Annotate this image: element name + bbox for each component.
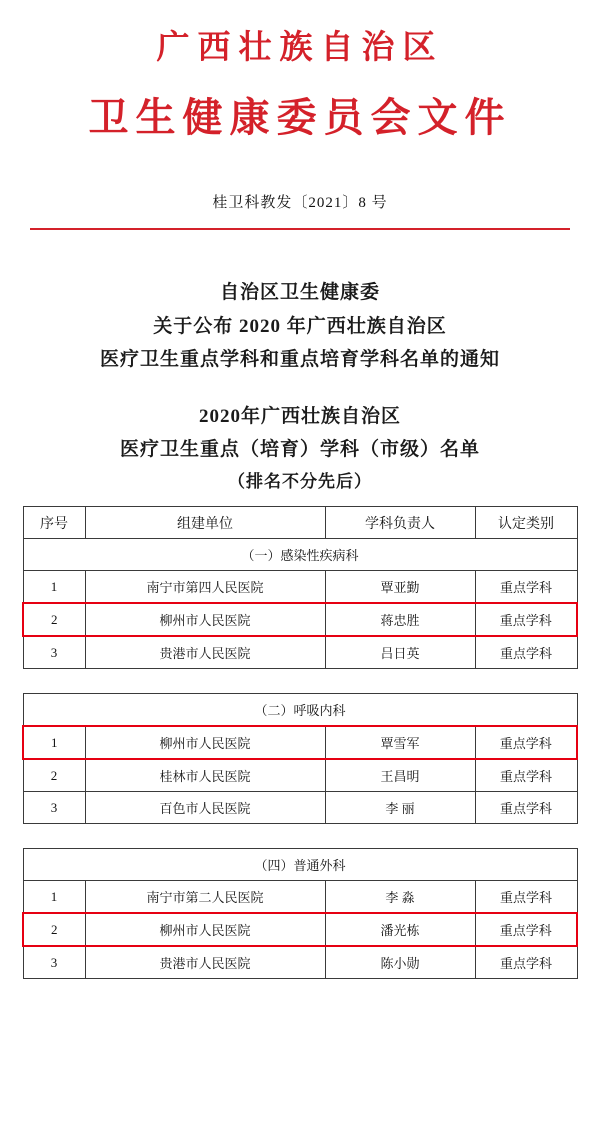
cell-type: 重点学科 [475, 759, 577, 792]
table-group-row [23, 849, 577, 881]
cell-unit: 柳州市人民医院 [85, 913, 325, 946]
table-row [23, 946, 577, 979]
cell-head: 李 丽 [325, 792, 475, 824]
cell-head: 覃雪军 [325, 726, 475, 759]
cell-head: 李 淼 [325, 881, 475, 914]
cell-head: 覃亚勤 [325, 571, 475, 604]
cell-type: 重点学科 [475, 946, 577, 979]
table-header-row [23, 507, 577, 539]
cell-head: 吕日英 [325, 636, 475, 669]
cell-unit: 柳州市人民医院 [85, 726, 325, 759]
cell-head: 王昌明 [325, 759, 475, 792]
table-row-highlighted [23, 603, 577, 636]
cell-unit: 桂林市人民医院 [85, 759, 325, 792]
cell-unit: 百色市人民医院 [85, 792, 325, 824]
title-line-2: 关于公布 2020 年广西壮族自治区 [153, 315, 447, 337]
column-header-unit: 组建单位 [85, 507, 325, 539]
table-row [23, 636, 577, 669]
table-row-highlighted [23, 913, 577, 946]
cell-type: 重点学科 [475, 571, 577, 604]
cell-unit: 柳州市人民医院 [85, 603, 325, 636]
cell-unit: 南宁市第二人民医院 [85, 881, 325, 914]
cell-type: 重点学科 [475, 603, 577, 636]
cell-type: 重点学科 [475, 636, 577, 669]
cell-head: 陈小勋 [325, 946, 475, 979]
cell-no: 2 [23, 603, 85, 636]
table-header [23, 507, 577, 539]
cell-unit: 贵港市人民医院 [85, 946, 325, 979]
discipline-table-3 [22, 848, 578, 979]
cell-no: 1 [23, 881, 85, 914]
subtitle-line-1: 2020年广西壮族自治区 [198, 406, 401, 427]
cell-no: 2 [23, 913, 85, 946]
cell-type: 重点学科 [475, 726, 577, 759]
document-title [22, 276, 578, 376]
cell-type: 重点学科 [475, 792, 577, 824]
cell-no: 2 [23, 759, 85, 792]
cell-type: 重点学科 [475, 913, 577, 946]
table-row [23, 792, 577, 824]
group-label: （二）呼吸内科 [23, 694, 577, 727]
table-group-row [23, 694, 577, 727]
column-header-head: 学科负责人 [325, 507, 475, 539]
table-row [23, 759, 577, 792]
masthead [22, 0, 578, 145]
cell-no: 3 [23, 636, 85, 669]
group-label: （一）感染性疾病科 [23, 539, 577, 571]
cell-no: 1 [23, 726, 85, 759]
table-group-row [23, 539, 577, 571]
masthead-line-1: 广西壮族自治区 [156, 30, 444, 66]
table-row [23, 571, 577, 604]
red-divider-rule [30, 228, 570, 230]
cell-unit: 南宁市第四人民医院 [85, 571, 325, 604]
document-number: 桂卫科教发〔2021〕8 号 [212, 195, 388, 212]
cell-unit: 贵港市人民医院 [85, 636, 325, 669]
title-line-1: 自治区卫生健康委 [219, 282, 380, 304]
cell-head: 蒋忠胜 [325, 603, 475, 636]
cell-type: 重点学科 [475, 881, 577, 914]
discipline-table-2 [22, 693, 578, 824]
cell-head: 潘光栋 [325, 913, 475, 946]
group-label: （四）普通外科 [23, 849, 577, 881]
cell-no: 1 [23, 571, 85, 604]
document-subtitle [22, 400, 578, 496]
cell-no: 3 [23, 792, 85, 824]
title-line-3: 医疗卫生重点学科和重点培育学科名单的通知 [99, 348, 500, 370]
discipline-table-1 [22, 506, 578, 669]
cell-no: 3 [23, 946, 85, 979]
column-header-type: 认定类别 [475, 507, 577, 539]
table-row [23, 881, 577, 914]
subtitle-line-3: （排名不分先后） [228, 471, 372, 491]
masthead-line-2: 卫生健康委员会文件 [88, 95, 512, 141]
column-header-no: 序号 [23, 507, 85, 539]
table-row-highlighted [23, 726, 577, 759]
subtitle-line-2: 医疗卫生重点（培育）学科（市级）名单 [119, 439, 480, 461]
